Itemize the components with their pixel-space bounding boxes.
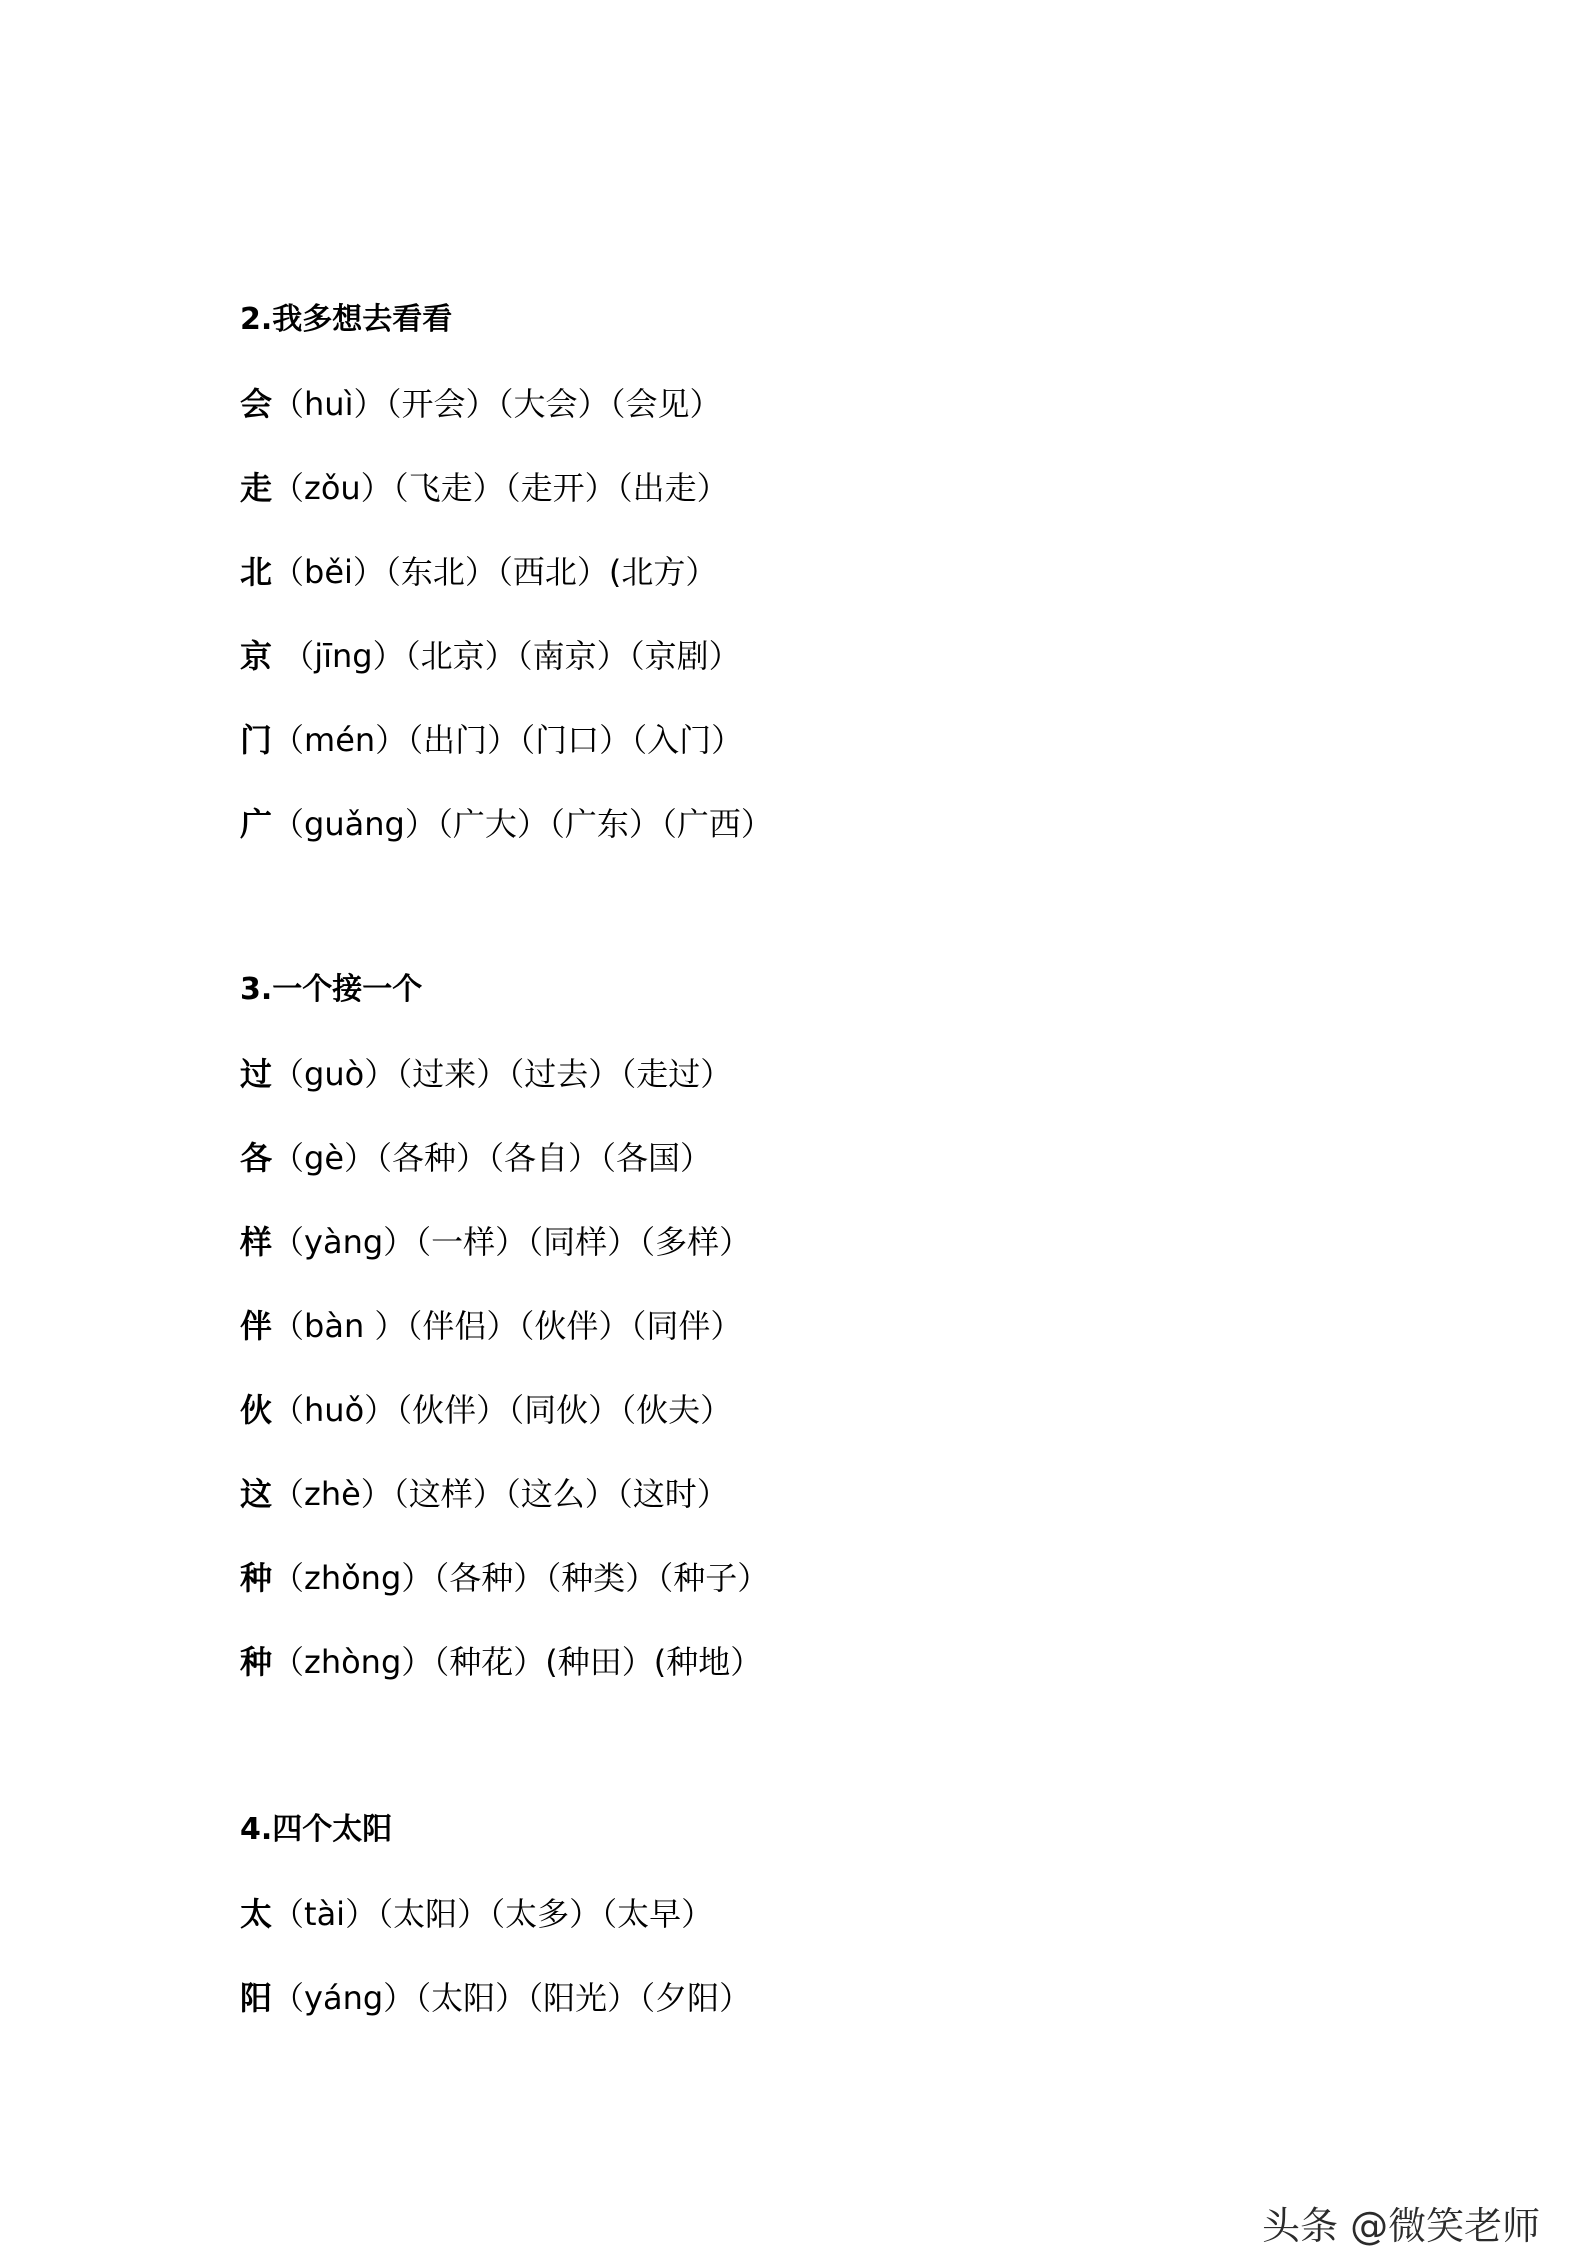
entry-char: 阳 xyxy=(240,1979,273,2017)
entry-char: 伙 xyxy=(240,1391,273,1429)
section-title-3: 3.一个接一个 xyxy=(240,972,423,1007)
entry-char: 种 xyxy=(240,1643,273,1681)
entry-char: 伴 xyxy=(240,1307,273,1345)
entry-char: 京 xyxy=(240,637,273,675)
entry-words: （jīng）（北京）（南京）（京剧） xyxy=(272,637,741,675)
entry-words: （guò）（过来）（过去）（走过） xyxy=(272,1055,733,1093)
entry-char: 太 xyxy=(240,1895,273,1933)
entry-char: 门 xyxy=(240,721,273,759)
entry-yang xyxy=(240,1222,751,1262)
entry-words: （zhè）（这样）（这么）（这时） xyxy=(272,1475,729,1513)
entry-zhong3 xyxy=(240,1558,769,1598)
section-title-2: 2.我多想去看看 xyxy=(240,302,453,337)
entry-words: （mén）（出门）（门口）（入门） xyxy=(272,721,744,759)
entry-words: （yáng）（太阳）（阳光）（夕阳） xyxy=(272,1979,752,2017)
entry-words: （zǒu）（飞走）（走开）（出走） xyxy=(272,469,729,507)
entry-zhe xyxy=(240,1474,729,1514)
entry-guang xyxy=(240,804,773,844)
entry-char: 各 xyxy=(240,1139,273,1177)
entry-zhong4 xyxy=(240,1642,762,1682)
entry-char: 北 xyxy=(240,553,273,591)
entry-tai xyxy=(240,1894,713,1934)
entry-char: 广 xyxy=(240,805,273,843)
entry-char: 会 xyxy=(240,385,273,423)
entry-char: 过 xyxy=(240,1055,273,1093)
entry-zou xyxy=(240,468,729,508)
entry-hui xyxy=(240,384,721,424)
entry-words: （zhǒng）（各种）（种类）（种子） xyxy=(272,1559,770,1597)
entry-men xyxy=(240,720,743,760)
entry-ge xyxy=(240,1138,712,1178)
section-title-4: 4.四个太阳 xyxy=(240,1812,393,1847)
entry-words: （zhòng）（种花）(种田）(种地） xyxy=(272,1643,763,1681)
entry-char: 种 xyxy=(240,1559,273,1597)
entry-bei xyxy=(240,552,717,592)
entry-words: （bàn ）（伴侣）（伙伴）（同伴） xyxy=(272,1307,743,1345)
entry-ban xyxy=(240,1306,742,1346)
entry-char: 这 xyxy=(240,1475,273,1513)
entry-char: 样 xyxy=(240,1223,273,1261)
entry-words: （tài）（太阳）（太多）（太早） xyxy=(272,1895,714,1933)
entry-guo xyxy=(240,1054,732,1094)
entry-words: （yàng）（一样）（同样）（多样） xyxy=(272,1223,752,1261)
entry-words: （gè）（各种）（各自）（各国） xyxy=(272,1139,713,1177)
entry-words: （huì）（开会）（大会）（会见） xyxy=(272,385,722,423)
watermark-text: 头条 @微笑老师 xyxy=(1262,2204,1541,2248)
entry-char: 走 xyxy=(240,469,273,507)
entry-huo xyxy=(240,1390,732,1430)
entry-words: （huǒ）（伙伴）（同伙）（伙夫） xyxy=(272,1391,733,1429)
entry-words: （guǎng）（广大）（广东）（广西） xyxy=(272,805,773,843)
entry-words: （běi）（东北）（西北）(北方） xyxy=(272,553,718,591)
entry-yang2 xyxy=(240,1978,751,2018)
entry-jing xyxy=(240,636,741,676)
